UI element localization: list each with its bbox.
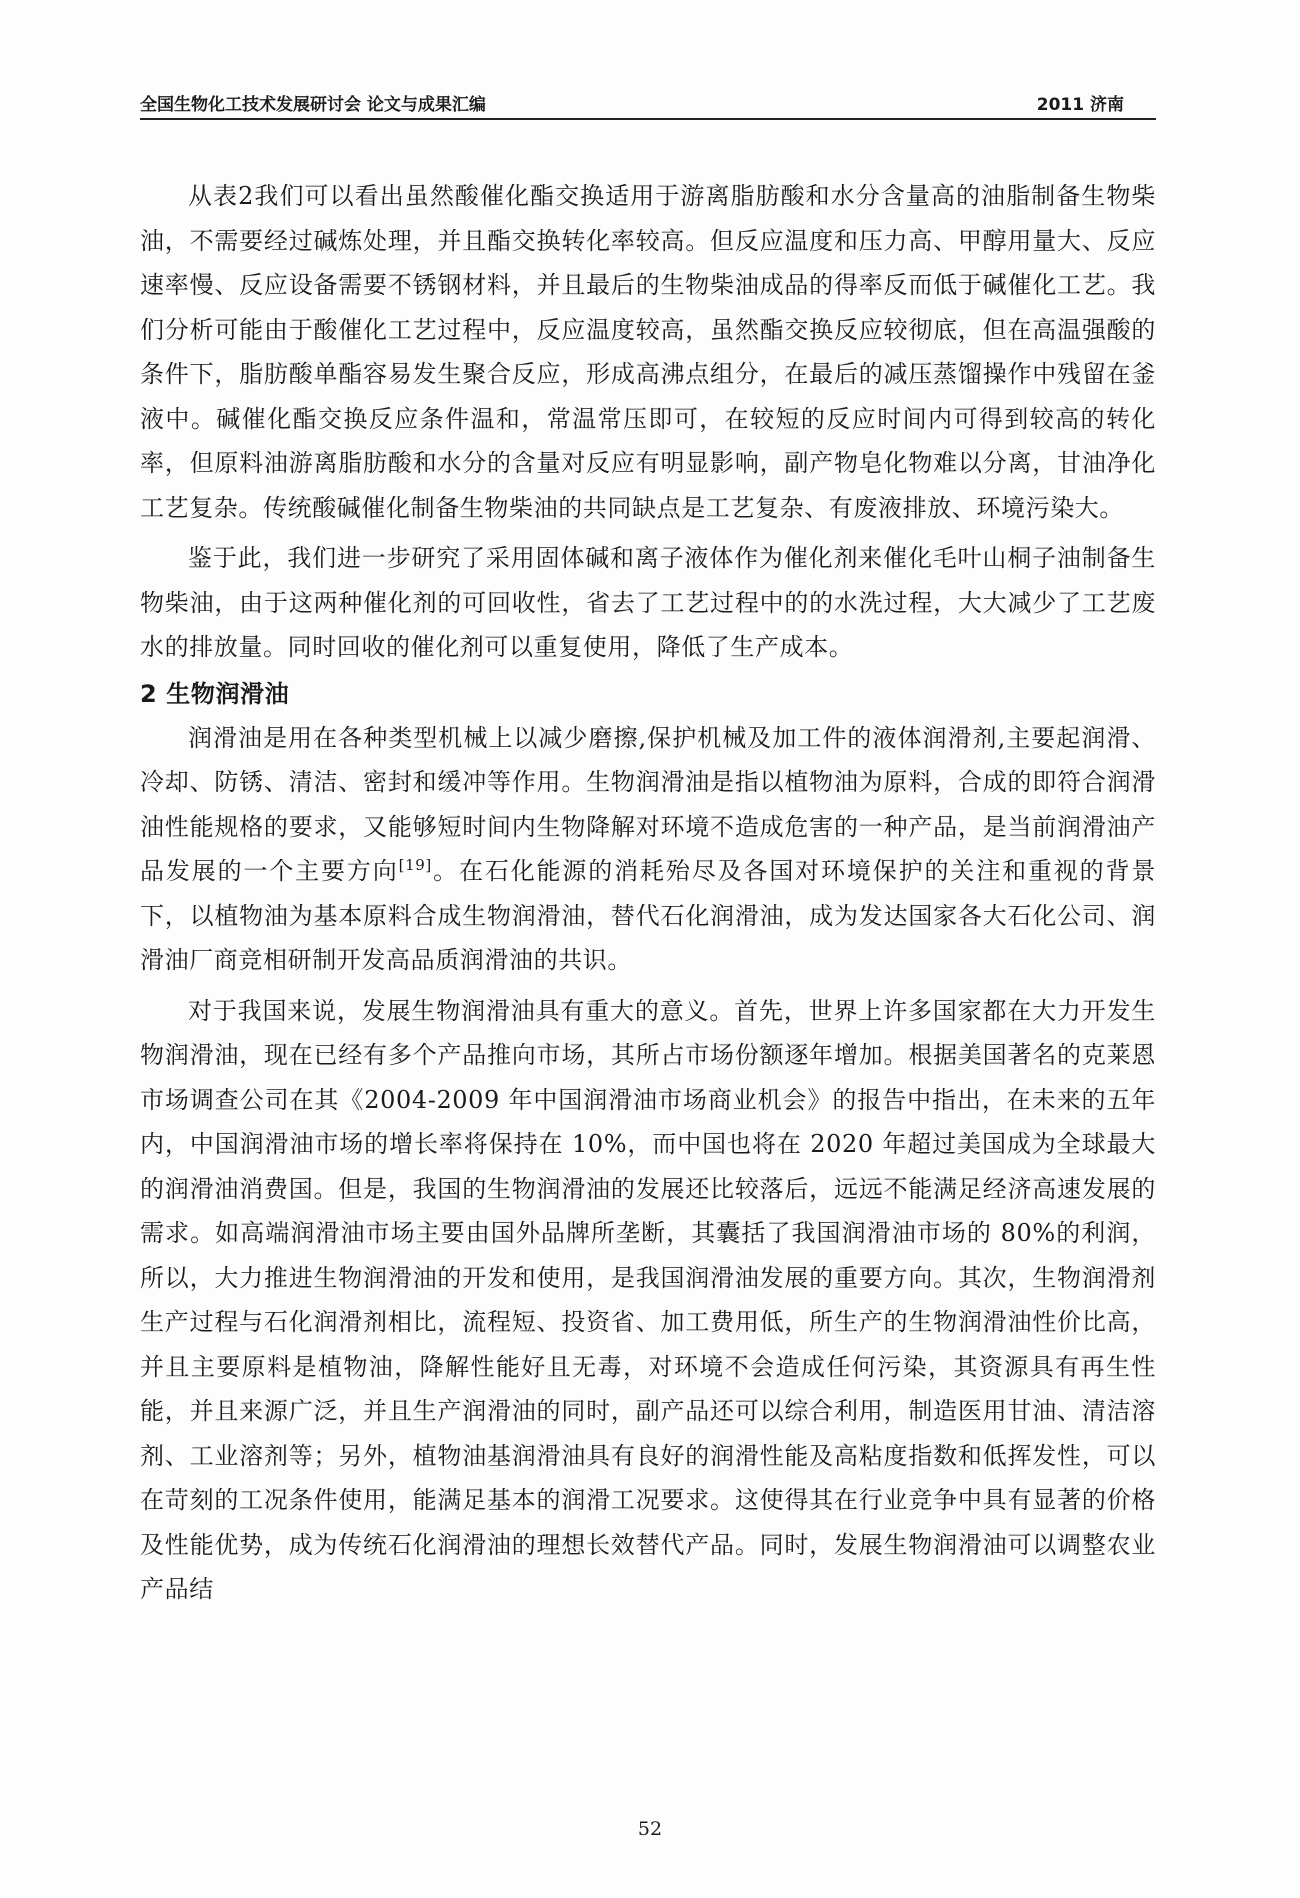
header-title: 全国生物化工技术发展研讨会 论文与成果汇编	[140, 95, 486, 115]
section-heading: 2 生物润滑油	[140, 679, 290, 708]
paragraph-4: 对于我国来说，发展生物润滑油具有重大的意义。首先，世界上许多国家都在大力开发生物润滑油，现在已经有多个产品推向市场，其所占市场份额逐年增加。根据美国著名的克莱恩市场调查公司在其《2004-2009 年中国润滑油市场商业机会》的报告中指出，在未来的五年内，中国润滑油市场的增长率将保持在 10%，而中国也将在 2020 年超过美国成为全球最大的润滑油消费国。但是，我国的生物润滑油的发展还比较落后，远远不能满足经济高速发展的需求。如高端润滑油市场主要由国外品牌所垄断，其囊括了我国润滑油市场的 80%的利润，所以，大力推进生物润滑油的开发和使用，是我国润滑油发展的重要方向。其次，生物润滑剂生产过程与石化润滑剂相比，流程短、投资省、加工费用低，所生产的生物润滑油性价比高，并且主要原料是植物油，降解性能好且无毒，对环境不会造成任何污染，其资源具有再生性能，并且来源广泛，并且生产润滑油的同时，副产品还可以综合利用，制造医用甘油、清洁溶剂、工业溶剂等；另外，植物油基润滑油具有良好的润滑性能及高粘度指数和低挥发性，可以在苛刻的工况条件使用，能满足基本的润滑工况要求。这使得其在行业竞争中具有显著的价格及性能优势，成为传统石化润滑油的理想长效替代产品。同时，发展生物润滑油可以调整农业产品结	[140, 996, 1156, 1603]
page-number: 52	[637, 1818, 663, 1840]
paragraph-2: 鉴于此，我们进一步研究了采用固体碱和离子液体作为催化剂来催化毛叶山桐子油制备生物柴油，由于这两种催化剂的可回收性，省去了工艺过程中的的水洗过程，大大减少了工艺废水的排放量。同时回收的催化剂可以重复使用，降低了生产成本。	[140, 544, 1156, 661]
header-year-location: 2011 济南	[1036, 95, 1124, 115]
running-header	[140, 92, 1156, 120]
citation-19: [19]	[398, 856, 432, 874]
body-text	[140, 174, 1156, 1612]
paragraph-3-text-b: 。在石化能源的消耗殆尽及各国对环境保护的关注和重视的背景下，以植物油为基本原料合成生物润滑油，替代石化润滑油，成为发达国家各大石化公司、润滑油厂商竞相研制开发高品质润滑油的共识。	[140, 857, 1156, 974]
paragraph-3	[140, 716, 1156, 983]
paragraph-1: 从表2我们可以看出虽然酸催化酯交换适用于游离脂肪酸和水分含量高的油脂制备生物柴油，不需要经过碱炼处理，并且酯交换转化率较高。但反应温度和压力高、甲醇用量大、反应速率慢、反应设备需要不锈钢材料，并且最后的生物柴油成品的得率反而低于碱催化工艺。我们分析可能由于酸催化工艺过程中，反应温度较高，虽然酯交换反应较彻底，但在高温强酸的条件下，脂肪酸单酯容易发生聚合反应，形成高沸点组分，在最后的减压蒸馏操作中残留在釜液中。碱催化酯交换反应条件温和，常温常压即可，在较短的反应时间内可得到较高的转化率，但原料油游离脂肪酸和水分的含量对反应有明显影响，副产物皂化物难以分离，甘油净化工艺复杂。传统酸碱催化制备生物柴油的共同缺点是工艺复杂、有废液排放、环境污染大。	[140, 182, 1156, 522]
paragraph-3-text-a: 润滑油是用在各种类型机械上以减少磨擦,保护机械及加工件的液体润滑剂,主要起润滑、冷却、防锈、清洁、密封和缓冲等作用。生物润滑油是指以植物油为原料，合成的即符合润滑油性能规格的要求，又能够短时间内生物降解对环境不造成危害的一种产品，是当前润滑油产品发展的一个主要方向	[140, 723, 1156, 885]
